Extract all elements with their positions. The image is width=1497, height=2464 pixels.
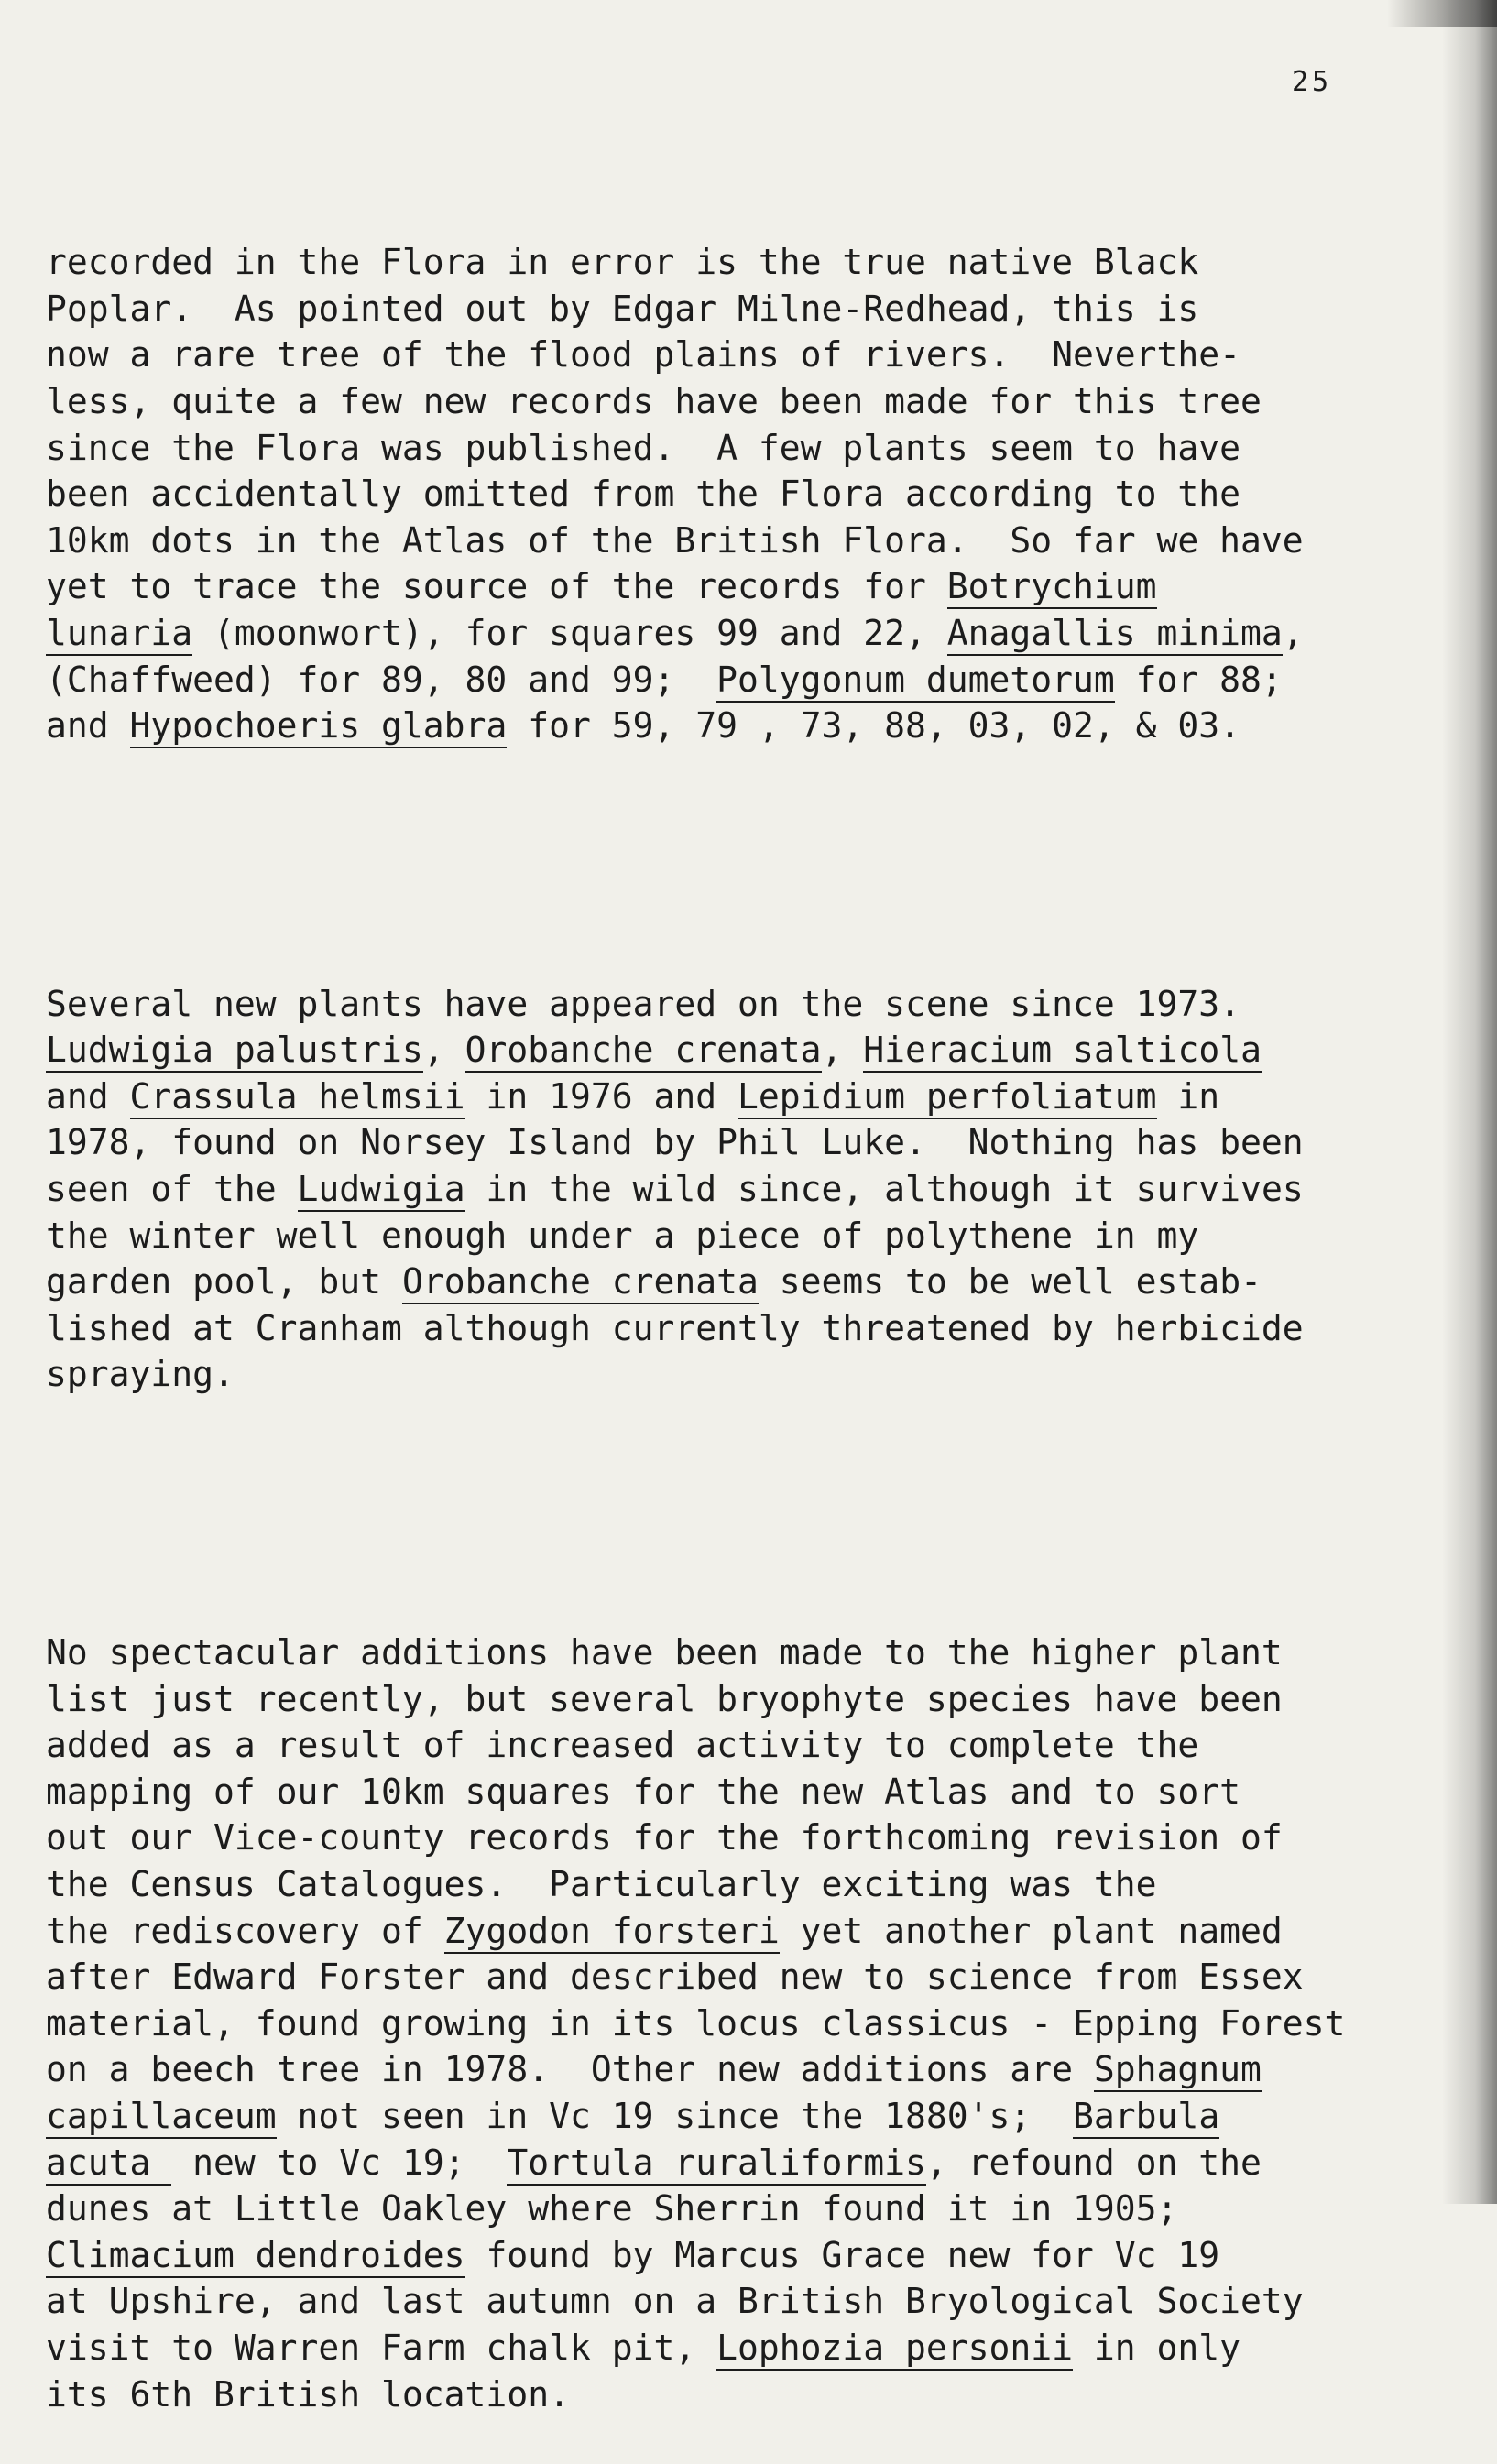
text-line: Poplar. As pointed out by Edgar Milne-Redhead, this is bbox=[46, 288, 1199, 329]
text-line: now a rare tree of the flood plains of rivers. Neverthe- bbox=[46, 334, 1241, 376]
text-line: added as a result of increased activity to complete the bbox=[46, 1725, 1199, 1766]
underlined-species-name: lunaria bbox=[46, 613, 192, 656]
text-line: been accidentally omitted from the Flora according to the bbox=[46, 474, 1241, 515]
underlined-species-name: Sphagnum bbox=[1094, 2049, 1262, 2092]
page-body bbox=[46, 147, 1438, 2464]
text-line: its 6th British location. bbox=[46, 2373, 570, 2415]
text-line: after Edward Forster and described new to science from Essex bbox=[46, 1957, 1304, 1998]
text-line: the rediscovery of Zygodon forsteri yet another plant named bbox=[46, 1908, 1438, 1955]
paragraph-new-plants bbox=[46, 981, 1438, 1398]
text-line: out our Vice-county records for the forthcoming revision of bbox=[46, 1817, 1283, 1859]
text-line: (Chaffweed) for 89, 80 and 99; Polygonum dumetorum for 88; bbox=[46, 657, 1438, 703]
text-line: Ludwigia palustris, Orobanche crenata, Hieracium salticola bbox=[46, 1027, 1438, 1074]
text-line: spraying. bbox=[46, 1354, 235, 1395]
text-line: at Upshire, and last autumn on a British Bryological Society bbox=[46, 2281, 1304, 2322]
scan-edge-shadow bbox=[1442, 0, 1497, 2204]
paragraph-gap bbox=[46, 1490, 1438, 1537]
text-line: Climacium dendroides found by Marcus Grace new for Vc 19 bbox=[46, 2232, 1438, 2279]
underlined-species-name: Orobanche crenata bbox=[465, 1030, 822, 1073]
underlined-species-name: Botrychium bbox=[947, 566, 1157, 609]
text-line: mapping of our 10km squares for the new Atlas and to sort bbox=[46, 1771, 1241, 1812]
text-line: lunaria (moonwort), for squares 99 and 22, Anagallis minima, bbox=[46, 610, 1438, 657]
text-line: list just recently, but several bryophyte species have been bbox=[46, 1678, 1283, 1719]
underlined-species-name: Hieracium salticola bbox=[863, 1030, 1262, 1073]
text-line: yet to trace the source of the records for Botrychium bbox=[46, 563, 1438, 610]
paragraph-gap bbox=[46, 842, 1438, 889]
underlined-species-name: Barbula bbox=[1073, 2096, 1219, 2139]
text-line: garden pool, but Orobanche crenata seems to be well estab- bbox=[46, 1259, 1438, 1305]
text-line: the winter well enough under a piece of polythene in my bbox=[46, 1215, 1199, 1256]
text-line: and Hypochoeris glabra for 59, 79 , 73, 88, 03, 02, & 03. bbox=[46, 703, 1438, 749]
underlined-species-name: Polygonum dumetorum bbox=[716, 660, 1115, 703]
underlined-species-name: Climacium dendroides bbox=[46, 2235, 465, 2278]
text-line: the Census Catalogues. Particularly exciting was the bbox=[46, 1863, 1157, 1904]
underlined-species-name: Anagallis minima bbox=[947, 613, 1283, 656]
paragraph-bryophytes bbox=[46, 1630, 1438, 2417]
underlined-species-name: Orobanche crenata bbox=[402, 1261, 759, 1304]
underlined-species-name: Zygodon forsteri bbox=[444, 1911, 780, 1954]
underlined-species-name: Hypochoeris glabra bbox=[130, 705, 508, 748]
text-line: capillaceum not seen in Vc 19 since the 1880's; Barbula bbox=[46, 2093, 1438, 2140]
page-number: 25 bbox=[1292, 66, 1333, 98]
underlined-species-name: Tortula ruraliformis bbox=[507, 2142, 926, 2186]
text-line: less, quite a few new records have been made for this tree bbox=[46, 380, 1262, 421]
paragraph-black-poplar bbox=[46, 239, 1438, 749]
underlined-species-name: Ludwigia palustris bbox=[46, 1030, 423, 1073]
text-line: No spectacular additions have been made to the higher plant bbox=[46, 1632, 1283, 1673]
text-line: 10km dots in the Atlas of the British Flora. So far we have bbox=[46, 519, 1304, 561]
underlined-species-name: Ludwigia bbox=[298, 1169, 465, 1212]
text-line: dunes at Little Oakley where Sherrin found it in 1905; bbox=[46, 2188, 1178, 2230]
text-line: on a beech tree in 1978. Other new additions are Sphagnum bbox=[46, 2046, 1438, 2093]
text-line: recorded in the Flora in error is the true native Black bbox=[46, 242, 1199, 283]
text-line: acuta new to Vc 19; Tortula ruraliformis, refound on the bbox=[46, 2140, 1438, 2186]
text-line: lished at Cranham although currently threatened by herbicide bbox=[46, 1307, 1304, 1348]
text-line: since the Flora was published. A few plants seem to have bbox=[46, 427, 1241, 468]
text-line: seen of the Ludwigia in the wild since, although it survives bbox=[46, 1166, 1438, 1213]
text-line: Several new plants have appeared on the scene since 1973. bbox=[46, 983, 1241, 1024]
underlined-species-name: Lepidium perfoliatum bbox=[738, 1076, 1157, 1119]
underlined-species-name: Lophozia personii bbox=[716, 2328, 1073, 2371]
text-line: and Crassula helmsii in 1976 and Lepidium perfoliatum in bbox=[46, 1074, 1438, 1120]
underlined-species-name: acuta bbox=[46, 2142, 171, 2186]
underlined-species-name: Crassula helmsii bbox=[130, 1076, 465, 1119]
underlined-species-name: capillaceum bbox=[46, 2096, 277, 2139]
text-line: 1978, found on Norsey Island by Phil Luke. Nothing has been bbox=[46, 1122, 1304, 1163]
text-line: material, found growing in its locus classicus - Epping Forest bbox=[46, 2002, 1346, 2044]
text-line: visit to Warren Farm chalk pit, Lophozia personii in only bbox=[46, 2325, 1438, 2371]
